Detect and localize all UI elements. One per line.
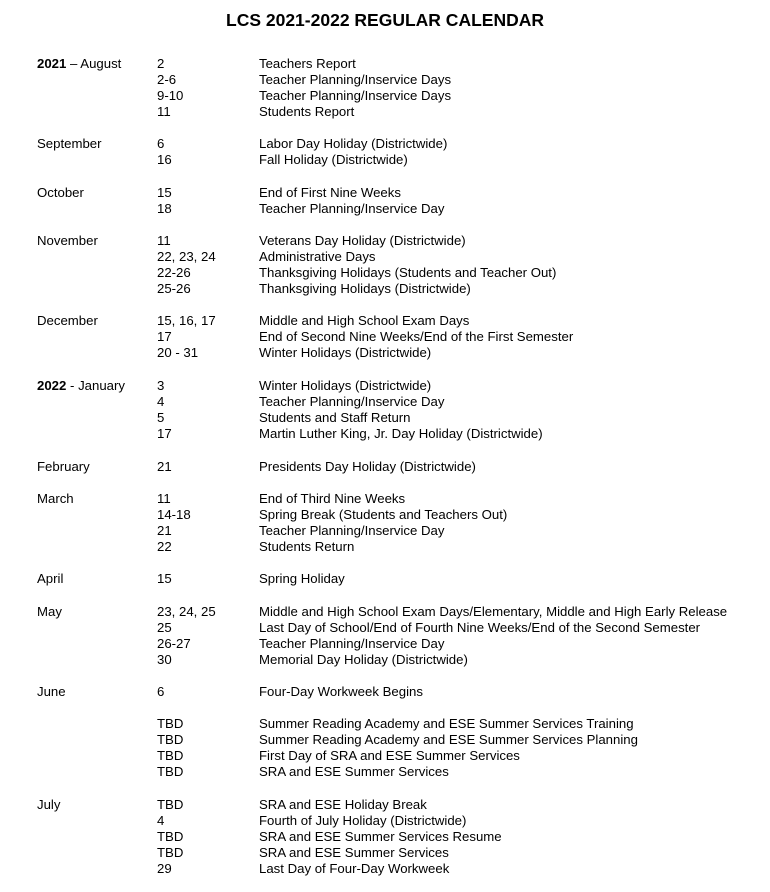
event-description: Winter Holidays (Districtwide) — [259, 345, 432, 361]
month-label: May — [37, 604, 62, 619]
event-date: 20 - 31 — [157, 345, 199, 361]
event-description: Thanksgiving Holidays (Districtwide) — [259, 281, 471, 297]
event-description: Four-Day Workweek Begins — [259, 684, 423, 699]
event-date: 29 — [157, 861, 172, 877]
event-date: 22-26 — [157, 265, 191, 281]
event-description: SRA and ESE Holiday Break — [259, 797, 427, 812]
event-description: SRA and ESE Summer Services Resume — [259, 829, 502, 845]
event-date: 14-18 — [157, 507, 191, 523]
event-date: TBD — [157, 845, 184, 861]
event-date: 15 — [157, 571, 172, 586]
event-description: Administrative Days — [259, 249, 376, 265]
month-label: April — [37, 571, 64, 586]
event-description: Last Day of School/End of Fourth Nine Weeks/End of the Second Semester — [259, 620, 701, 636]
event-date: 6 — [157, 684, 165, 699]
month-label: March — [37, 491, 74, 506]
event-date: 22, 23, 24 — [157, 249, 216, 265]
event-date: 25 — [157, 620, 172, 636]
event-date: 25-26 — [157, 281, 191, 297]
event-description: Fall Holiday (Districtwide) — [259, 152, 408, 168]
event-description: End of First Nine Weeks — [259, 185, 401, 200]
month-name: - January — [66, 378, 125, 393]
event-description: Last Day of Four-Day Workweek — [259, 861, 450, 877]
event-description: Students and Staff Return — [259, 410, 411, 426]
event-date: TBD — [157, 748, 184, 764]
event-date: 11 — [157, 104, 171, 120]
event-date: 21 — [157, 523, 172, 539]
event-description: Teacher Planning/Inservice Day — [259, 523, 445, 539]
month-label: October — [37, 185, 84, 200]
event-date: 2-6 — [157, 72, 177, 88]
event-description: Veterans Day Holiday (Districtwide) — [259, 233, 466, 248]
event-date: 4 — [157, 813, 165, 829]
event-date: 11 — [157, 491, 171, 506]
event-description: Memorial Day Holiday (Districtwide) — [259, 652, 468, 668]
event-date: 2 — [157, 56, 165, 71]
event-description: Summer Reading Academy and ESE Summer Services Planning — [259, 732, 638, 748]
event-date: TBD — [157, 716, 184, 731]
event-description: SRA and ESE Summer Services — [259, 764, 449, 780]
event-description: Summer Reading Academy and ESE Summer Services Training — [259, 716, 634, 731]
event-description: Teacher Planning/Inservice Day — [259, 636, 445, 652]
event-description: Students Return — [259, 539, 355, 555]
event-date: 18 — [157, 201, 172, 217]
event-date: 3 — [157, 378, 165, 393]
event-date: 26-27 — [157, 636, 191, 652]
event-date: 5 — [157, 410, 165, 426]
page-title: LCS 2021-2022 REGULAR CALENDAR — [226, 10, 544, 30]
month-label: February — [37, 459, 90, 474]
event-description: Teacher Planning/Inservice Days — [259, 72, 452, 88]
event-date: 17 — [157, 329, 172, 345]
event-date: 15 — [157, 185, 172, 200]
event-description: Labor Day Holiday (Districtwide) — [259, 136, 448, 151]
event-date: 22 — [157, 539, 172, 555]
event-description: Spring Break (Students and Teachers Out) — [259, 507, 508, 523]
event-date: 17 — [157, 426, 172, 442]
event-description: Teacher Planning/Inservice Day — [259, 394, 445, 410]
event-date: 4 — [157, 394, 165, 410]
event-date: 11 — [157, 233, 171, 248]
event-description: SRA and ESE Summer Services — [259, 845, 449, 861]
event-description: Fourth of July Holiday (Districtwide) — [259, 813, 467, 829]
month-label — [37, 56, 121, 72]
month-label: July — [37, 797, 61, 812]
year-label: 2022 — [37, 378, 67, 393]
event-date: 30 — [157, 652, 172, 668]
event-date: 15, 16, 17 — [157, 313, 216, 328]
event-date: 6 — [157, 136, 165, 151]
year-label: 2021 — [37, 56, 67, 71]
event-date: TBD — [157, 732, 184, 748]
event-description: Middle and High School Exam Days — [259, 313, 470, 328]
event-description: Middle and High School Exam Days/Elementary, Middle and High Early Release — [259, 604, 728, 619]
month-label: December — [37, 313, 98, 328]
event-date: TBD — [157, 829, 184, 845]
event-date: 23, 24, 25 — [157, 604, 216, 619]
event-description: End of Second Nine Weeks/End of the First Semester — [259, 329, 574, 345]
event-date: 9-10 — [157, 88, 184, 104]
month-label: September — [37, 136, 102, 151]
month-label — [37, 378, 125, 394]
event-description: Martin Luther King, Jr. Day Holiday (Districtwide) — [259, 426, 543, 442]
event-description: Teachers Report — [259, 56, 356, 71]
event-description: Presidents Day Holiday (Districtwide) — [259, 459, 476, 474]
event-description: Winter Holidays (Districtwide) — [259, 378, 432, 393]
event-date: TBD — [157, 764, 184, 780]
month-name: – August — [66, 56, 122, 71]
month-label: June — [37, 684, 66, 699]
event-description: Teacher Planning/Inservice Day — [259, 201, 445, 217]
event-description: Teacher Planning/Inservice Days — [259, 88, 452, 104]
month-label: November — [37, 233, 98, 248]
event-date: TBD — [157, 797, 184, 812]
event-description: End of Third Nine Weeks — [259, 491, 406, 506]
event-date: 21 — [157, 459, 172, 474]
event-description: Spring Holiday — [259, 571, 345, 586]
event-description: First Day of SRA and ESE Summer Services — [259, 748, 520, 764]
event-date: 16 — [157, 152, 172, 168]
event-description: Students Report — [259, 104, 355, 120]
event-description: Thanksgiving Holidays (Students and Teacher Out) — [259, 265, 557, 281]
